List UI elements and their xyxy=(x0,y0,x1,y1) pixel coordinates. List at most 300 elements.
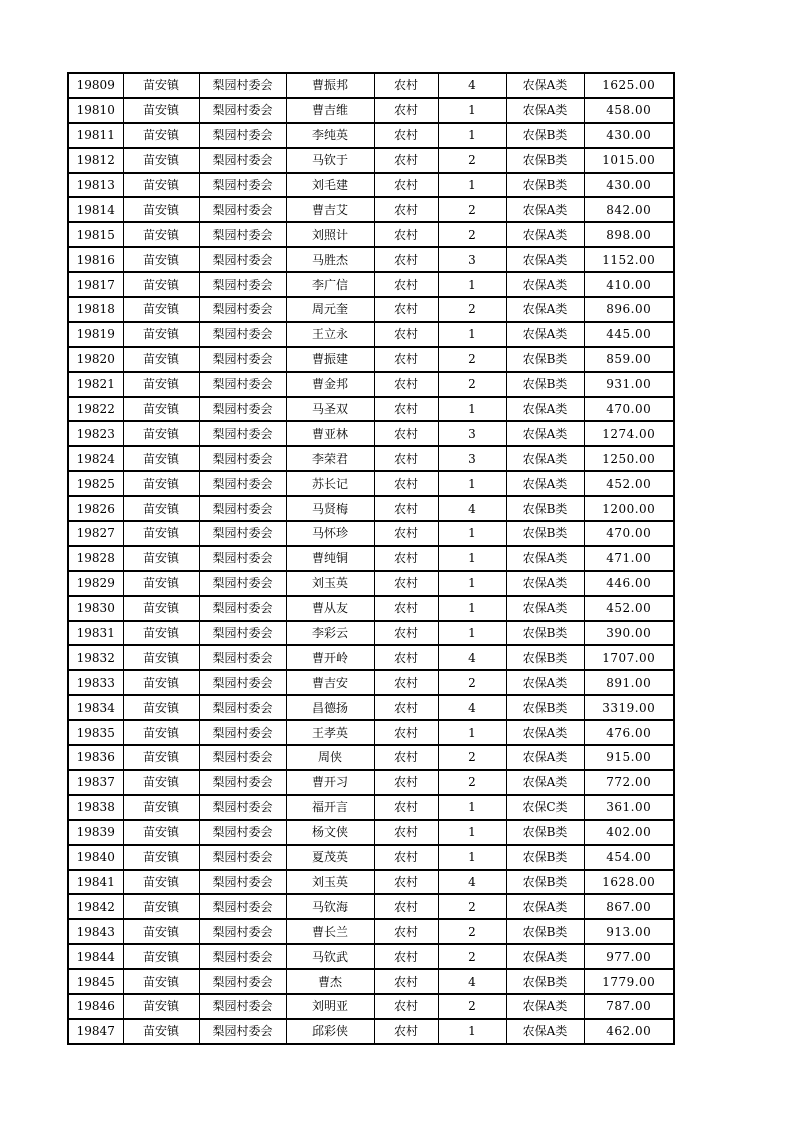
table-cell: 曹纯铜 xyxy=(286,546,374,571)
table-cell: 农保B类 xyxy=(506,521,584,546)
table-cell: 19833 xyxy=(68,670,123,695)
table-cell: 农村 xyxy=(374,621,438,646)
table-cell: 刘照计 xyxy=(286,222,374,247)
table-row xyxy=(68,173,674,198)
table-cell: 刘玉英 xyxy=(286,870,374,895)
table-cell: 896.00 xyxy=(584,297,674,322)
table-cell: 1152.00 xyxy=(584,247,674,272)
table-cell: 931.00 xyxy=(584,372,674,397)
table-cell: 农村 xyxy=(374,770,438,795)
table-cell: 1 xyxy=(438,471,506,496)
table-cell: 农村 xyxy=(374,720,438,745)
table-cell: 梨园村委会 xyxy=(199,770,286,795)
table-cell: 19811 xyxy=(68,123,123,148)
table-cell: 农保A类 xyxy=(506,471,584,496)
table-cell: 2 xyxy=(438,944,506,969)
table-cell: 农保C类 xyxy=(506,795,584,820)
table-cell: 19846 xyxy=(68,994,123,1019)
table-cell: 2 xyxy=(438,347,506,372)
table-cell: 农村 xyxy=(374,272,438,297)
table-cell: 452.00 xyxy=(584,596,674,621)
table-cell: 夏茂英 xyxy=(286,845,374,870)
table-cell: 1274.00 xyxy=(584,421,674,446)
table-cell: 李荣君 xyxy=(286,446,374,471)
table-cell: 1 xyxy=(438,98,506,123)
table-cell: 苗安镇 xyxy=(123,247,199,272)
table-cell: 苗安镇 xyxy=(123,621,199,646)
table-cell: 农村 xyxy=(374,222,438,247)
table-cell: 梨园村委会 xyxy=(199,297,286,322)
table-cell: 农保A类 xyxy=(506,197,584,222)
table-cell: 苗安镇 xyxy=(123,496,199,521)
table-cell: 4 xyxy=(438,695,506,720)
table-cell: 农村 xyxy=(374,645,438,670)
table-row xyxy=(68,621,674,646)
table-cell: 农村 xyxy=(374,98,438,123)
table-cell: 898.00 xyxy=(584,222,674,247)
table-cell: 梨园村委会 xyxy=(199,919,286,944)
table-cell: 农保B类 xyxy=(506,919,584,944)
table-cell: 19840 xyxy=(68,845,123,870)
table-cell: 1 xyxy=(438,322,506,347)
table-cell: 445.00 xyxy=(584,322,674,347)
table-cell: 1 xyxy=(438,1019,506,1044)
table-cell: 19842 xyxy=(68,894,123,919)
table-cell: 2 xyxy=(438,670,506,695)
table-row xyxy=(68,247,674,272)
table-cell: 19832 xyxy=(68,645,123,670)
table-cell: 农保B类 xyxy=(506,148,584,173)
table-cell: 891.00 xyxy=(584,670,674,695)
table-cell: 农村 xyxy=(374,372,438,397)
table-cell: 446.00 xyxy=(584,571,674,596)
table-cell: 刘玉英 xyxy=(286,571,374,596)
table-cell: 苗安镇 xyxy=(123,969,199,994)
table-cell: 19823 xyxy=(68,421,123,446)
table-cell: 马贤梅 xyxy=(286,496,374,521)
table-cell: 周侠 xyxy=(286,745,374,770)
table-cell: 4 xyxy=(438,870,506,895)
table-cell: 农村 xyxy=(374,421,438,446)
table-cell: 曹从友 xyxy=(286,596,374,621)
table-row xyxy=(68,571,674,596)
table-cell: 梨园村委会 xyxy=(199,596,286,621)
table-cell: 杨文侠 xyxy=(286,820,374,845)
table-row xyxy=(68,347,674,372)
table-cell: 苗安镇 xyxy=(123,471,199,496)
table-cell: 曹杰 xyxy=(286,969,374,994)
table-cell: 李彩云 xyxy=(286,621,374,646)
table-cell: 曹亚林 xyxy=(286,421,374,446)
table-cell: 曹吉艾 xyxy=(286,197,374,222)
table-cell: 1 xyxy=(438,571,506,596)
table-cell: 苗安镇 xyxy=(123,347,199,372)
table-row xyxy=(68,944,674,969)
table-row xyxy=(68,994,674,1019)
table-cell: 2 xyxy=(438,770,506,795)
table-cell: 农村 xyxy=(374,173,438,198)
table-cell: 苗安镇 xyxy=(123,173,199,198)
table-cell: 农保A类 xyxy=(506,222,584,247)
table-cell: 梨园村委会 xyxy=(199,372,286,397)
table-cell: 454.00 xyxy=(584,845,674,870)
table-cell: 梨园村委会 xyxy=(199,720,286,745)
table-row xyxy=(68,745,674,770)
table-cell: 农村 xyxy=(374,919,438,944)
table-cell: 977.00 xyxy=(584,944,674,969)
table-cell: 1 xyxy=(438,272,506,297)
table-cell: 农村 xyxy=(374,521,438,546)
table-cell: 苗安镇 xyxy=(123,870,199,895)
table-cell: 农村 xyxy=(374,596,438,621)
table-cell: 曹金邦 xyxy=(286,372,374,397)
table-cell: 1 xyxy=(438,173,506,198)
table-row xyxy=(68,820,674,845)
table-cell: 787.00 xyxy=(584,994,674,1019)
table-cell: 农保A类 xyxy=(506,98,584,123)
table-cell: 梨园村委会 xyxy=(199,994,286,1019)
table-cell: 430.00 xyxy=(584,123,674,148)
table-cell: 梨园村委会 xyxy=(199,222,286,247)
table-cell: 2 xyxy=(438,745,506,770)
records-table-body xyxy=(68,73,674,1044)
table-cell: 苗安镇 xyxy=(123,894,199,919)
table-row xyxy=(68,596,674,621)
table-cell: 梨园村委会 xyxy=(199,322,286,347)
table-cell: 苗安镇 xyxy=(123,222,199,247)
table-cell: 19822 xyxy=(68,397,123,422)
table-cell: 王孝英 xyxy=(286,720,374,745)
table-cell: 19825 xyxy=(68,471,123,496)
table-cell: 2 xyxy=(438,297,506,322)
table-cell: 梨园村委会 xyxy=(199,1019,286,1044)
table-cell: 农村 xyxy=(374,197,438,222)
table-cell: 1 xyxy=(438,397,506,422)
table-cell: 1 xyxy=(438,521,506,546)
table-cell: 梨园村委会 xyxy=(199,247,286,272)
table-cell: 苗安镇 xyxy=(123,148,199,173)
table-cell: 1250.00 xyxy=(584,446,674,471)
table-cell: 3 xyxy=(438,421,506,446)
table-cell: 马钦海 xyxy=(286,894,374,919)
table-cell: 苗安镇 xyxy=(123,123,199,148)
table-row xyxy=(68,222,674,247)
table-cell: 1 xyxy=(438,123,506,148)
table-cell: 19844 xyxy=(68,944,123,969)
table-cell: 462.00 xyxy=(584,1019,674,1044)
table-cell: 1625.00 xyxy=(584,73,674,98)
table-cell: 马钦武 xyxy=(286,944,374,969)
table-cell: 李纯英 xyxy=(286,123,374,148)
table-row xyxy=(68,969,674,994)
table-cell: 梨园村委会 xyxy=(199,870,286,895)
table-cell: 农村 xyxy=(374,446,438,471)
table-cell: 19814 xyxy=(68,197,123,222)
table-cell: 1 xyxy=(438,621,506,646)
table-cell: 苗安镇 xyxy=(123,272,199,297)
table-cell: 19837 xyxy=(68,770,123,795)
table-cell: 农村 xyxy=(374,496,438,521)
table-cell: 农村 xyxy=(374,944,438,969)
table-cell: 苗安镇 xyxy=(123,421,199,446)
table-cell: 430.00 xyxy=(584,173,674,198)
table-cell: 苗安镇 xyxy=(123,845,199,870)
table-cell: 913.00 xyxy=(584,919,674,944)
table-cell: 19835 xyxy=(68,720,123,745)
table-row xyxy=(68,397,674,422)
table-cell: 2 xyxy=(438,372,506,397)
table-cell: 农保B类 xyxy=(506,695,584,720)
table-row xyxy=(68,197,674,222)
table-cell: 王立永 xyxy=(286,322,374,347)
table-cell: 农保A类 xyxy=(506,994,584,1019)
table-cell: 农保B类 xyxy=(506,123,584,148)
table-cell: 曹开岭 xyxy=(286,645,374,670)
table-cell: 2 xyxy=(438,148,506,173)
table-cell: 19810 xyxy=(68,98,123,123)
table-cell: 19831 xyxy=(68,621,123,646)
table-row xyxy=(68,795,674,820)
table-cell: 19816 xyxy=(68,247,123,272)
table-cell: 19815 xyxy=(68,222,123,247)
table-cell: 19827 xyxy=(68,521,123,546)
table-row xyxy=(68,695,674,720)
table-cell: 梨园村委会 xyxy=(199,446,286,471)
table-cell: 农保A类 xyxy=(506,272,584,297)
records-table xyxy=(67,72,675,1045)
table-cell: 梨园村委会 xyxy=(199,670,286,695)
table-cell: 470.00 xyxy=(584,397,674,422)
table-cell: 梨园村委会 xyxy=(199,123,286,148)
table-cell: 农保A类 xyxy=(506,720,584,745)
table-cell: 农村 xyxy=(374,894,438,919)
table-cell: 梨园村委会 xyxy=(199,894,286,919)
table-cell: 邱彩侠 xyxy=(286,1019,374,1044)
table-cell: 农保A类 xyxy=(506,446,584,471)
table-cell: 梨园村委会 xyxy=(199,521,286,546)
table-cell: 农保A类 xyxy=(506,546,584,571)
table-row xyxy=(68,645,674,670)
table-cell: 农村 xyxy=(374,297,438,322)
table-cell: 19812 xyxy=(68,148,123,173)
table-cell: 梨园村委会 xyxy=(199,347,286,372)
table-cell: 19843 xyxy=(68,919,123,944)
table-cell: 农村 xyxy=(374,73,438,98)
table-cell: 苗安镇 xyxy=(123,98,199,123)
table-cell: 农村 xyxy=(374,322,438,347)
table-cell: 1779.00 xyxy=(584,969,674,994)
table-cell: 农村 xyxy=(374,820,438,845)
table-cell: 农村 xyxy=(374,969,438,994)
table-cell: 农村 xyxy=(374,670,438,695)
table-cell: 马圣双 xyxy=(286,397,374,422)
table-row xyxy=(68,670,674,695)
table-cell: 梨园村委会 xyxy=(199,421,286,446)
table-cell: 苗安镇 xyxy=(123,446,199,471)
table-cell: 19820 xyxy=(68,347,123,372)
table-cell: 梨园村委会 xyxy=(199,397,286,422)
table-cell: 402.00 xyxy=(584,820,674,845)
table-cell: 458.00 xyxy=(584,98,674,123)
table-cell: 苗安镇 xyxy=(123,720,199,745)
table-cell: 农村 xyxy=(374,745,438,770)
table-cell: 19836 xyxy=(68,745,123,770)
table-cell: 苗安镇 xyxy=(123,820,199,845)
table-row xyxy=(68,372,674,397)
table-row xyxy=(68,73,674,98)
table-cell: 苗安镇 xyxy=(123,944,199,969)
table-cell: 19829 xyxy=(68,571,123,596)
table-cell: 470.00 xyxy=(584,521,674,546)
table-cell: 915.00 xyxy=(584,745,674,770)
table-cell: 曹振邦 xyxy=(286,73,374,98)
table-cell: 农保A类 xyxy=(506,571,584,596)
table-cell: 梨园村委会 xyxy=(199,944,286,969)
table-cell: 772.00 xyxy=(584,770,674,795)
table-row xyxy=(68,471,674,496)
table-cell: 19845 xyxy=(68,969,123,994)
table-cell: 农村 xyxy=(374,247,438,272)
table-cell: 刘明亚 xyxy=(286,994,374,1019)
table-row xyxy=(68,297,674,322)
table-cell: 2 xyxy=(438,994,506,1019)
table-row xyxy=(68,770,674,795)
table-cell: 梨园村委会 xyxy=(199,272,286,297)
table-row xyxy=(68,1019,674,1044)
table-cell: 19834 xyxy=(68,695,123,720)
table-cell: 苗安镇 xyxy=(123,197,199,222)
table-cell: 农保A类 xyxy=(506,247,584,272)
table-cell: 19826 xyxy=(68,496,123,521)
table-cell: 农保B类 xyxy=(506,621,584,646)
table-cell: 苗安镇 xyxy=(123,297,199,322)
table-cell: 苗安镇 xyxy=(123,695,199,720)
table-cell: 农村 xyxy=(374,695,438,720)
table-cell: 2 xyxy=(438,197,506,222)
table-row xyxy=(68,720,674,745)
table-cell: 19824 xyxy=(68,446,123,471)
table-cell: 1 xyxy=(438,596,506,621)
table-cell: 农村 xyxy=(374,148,438,173)
table-cell: 李广信 xyxy=(286,272,374,297)
table-cell: 4 xyxy=(438,645,506,670)
table-row xyxy=(68,272,674,297)
table-cell: 842.00 xyxy=(584,197,674,222)
table-cell: 梨园村委会 xyxy=(199,820,286,845)
table-cell: 梨园村委会 xyxy=(199,546,286,571)
table-cell: 农保A类 xyxy=(506,944,584,969)
table-cell: 农村 xyxy=(374,870,438,895)
table-cell: 农保A类 xyxy=(506,596,584,621)
table-cell: 梨园村委会 xyxy=(199,795,286,820)
table-cell: 1 xyxy=(438,845,506,870)
table-cell: 梨园村委会 xyxy=(199,695,286,720)
table-cell: 农村 xyxy=(374,471,438,496)
table-cell: 曹吉安 xyxy=(286,670,374,695)
table-row xyxy=(68,446,674,471)
table-cell: 4 xyxy=(438,969,506,994)
table-cell: 19847 xyxy=(68,1019,123,1044)
table-cell: 梨园村委会 xyxy=(199,621,286,646)
table-cell: 4 xyxy=(438,496,506,521)
table-row xyxy=(68,546,674,571)
table-cell: 361.00 xyxy=(584,795,674,820)
table-cell: 农村 xyxy=(374,1019,438,1044)
table-cell: 410.00 xyxy=(584,272,674,297)
table-cell: 苗安镇 xyxy=(123,596,199,621)
table-cell: 3 xyxy=(438,446,506,471)
table-cell: 农保A类 xyxy=(506,745,584,770)
table-cell: 1 xyxy=(438,820,506,845)
table-cell: 19809 xyxy=(68,73,123,98)
table-cell: 苗安镇 xyxy=(123,919,199,944)
table-cell: 1 xyxy=(438,546,506,571)
table-cell: 农保B类 xyxy=(506,347,584,372)
table-cell: 梨园村委会 xyxy=(199,471,286,496)
table-cell: 1015.00 xyxy=(584,148,674,173)
table-cell: 苗安镇 xyxy=(123,73,199,98)
table-cell: 农保A类 xyxy=(506,297,584,322)
table-cell: 859.00 xyxy=(584,347,674,372)
table-row xyxy=(68,421,674,446)
table-cell: 农保B类 xyxy=(506,173,584,198)
table-cell: 梨园村委会 xyxy=(199,148,286,173)
table-row xyxy=(68,521,674,546)
table-cell: 农保B类 xyxy=(506,845,584,870)
table-cell: 1200.00 xyxy=(584,496,674,521)
table-cell: 19841 xyxy=(68,870,123,895)
table-cell: 周元奎 xyxy=(286,297,374,322)
table-row xyxy=(68,845,674,870)
table-row xyxy=(68,496,674,521)
table-cell: 3 xyxy=(438,247,506,272)
table-cell: 农村 xyxy=(374,571,438,596)
table-cell: 曹长兰 xyxy=(286,919,374,944)
table-cell: 1707.00 xyxy=(584,645,674,670)
table-cell: 农保B类 xyxy=(506,496,584,521)
table-cell: 农保A类 xyxy=(506,770,584,795)
table-cell: 农村 xyxy=(374,347,438,372)
table-cell: 19817 xyxy=(68,272,123,297)
table-cell: 农村 xyxy=(374,795,438,820)
table-cell: 苗安镇 xyxy=(123,770,199,795)
table-cell: 农保B类 xyxy=(506,372,584,397)
table-cell: 471.00 xyxy=(584,546,674,571)
table-cell: 昌德扬 xyxy=(286,695,374,720)
table-cell: 2 xyxy=(438,222,506,247)
table-cell: 4 xyxy=(438,73,506,98)
table-cell: 福开言 xyxy=(286,795,374,820)
table-cell: 曹开习 xyxy=(286,770,374,795)
table-cell: 梨园村委会 xyxy=(199,173,286,198)
table-cell: 农村 xyxy=(374,845,438,870)
table-cell: 苗安镇 xyxy=(123,546,199,571)
table-cell: 农保A类 xyxy=(506,894,584,919)
table-cell: 19838 xyxy=(68,795,123,820)
table-cell: 2 xyxy=(438,919,506,944)
table-cell: 苗安镇 xyxy=(123,795,199,820)
table-cell: 867.00 xyxy=(584,894,674,919)
table-cell: 苗安镇 xyxy=(123,397,199,422)
table-cell: 苗安镇 xyxy=(123,372,199,397)
table-cell: 农保A类 xyxy=(506,73,584,98)
table-cell: 农保B类 xyxy=(506,969,584,994)
table-cell: 19830 xyxy=(68,596,123,621)
table-cell: 476.00 xyxy=(584,720,674,745)
table-cell: 梨园村委会 xyxy=(199,969,286,994)
table-cell: 苗安镇 xyxy=(123,571,199,596)
table-cell: 农保A类 xyxy=(506,1019,584,1044)
